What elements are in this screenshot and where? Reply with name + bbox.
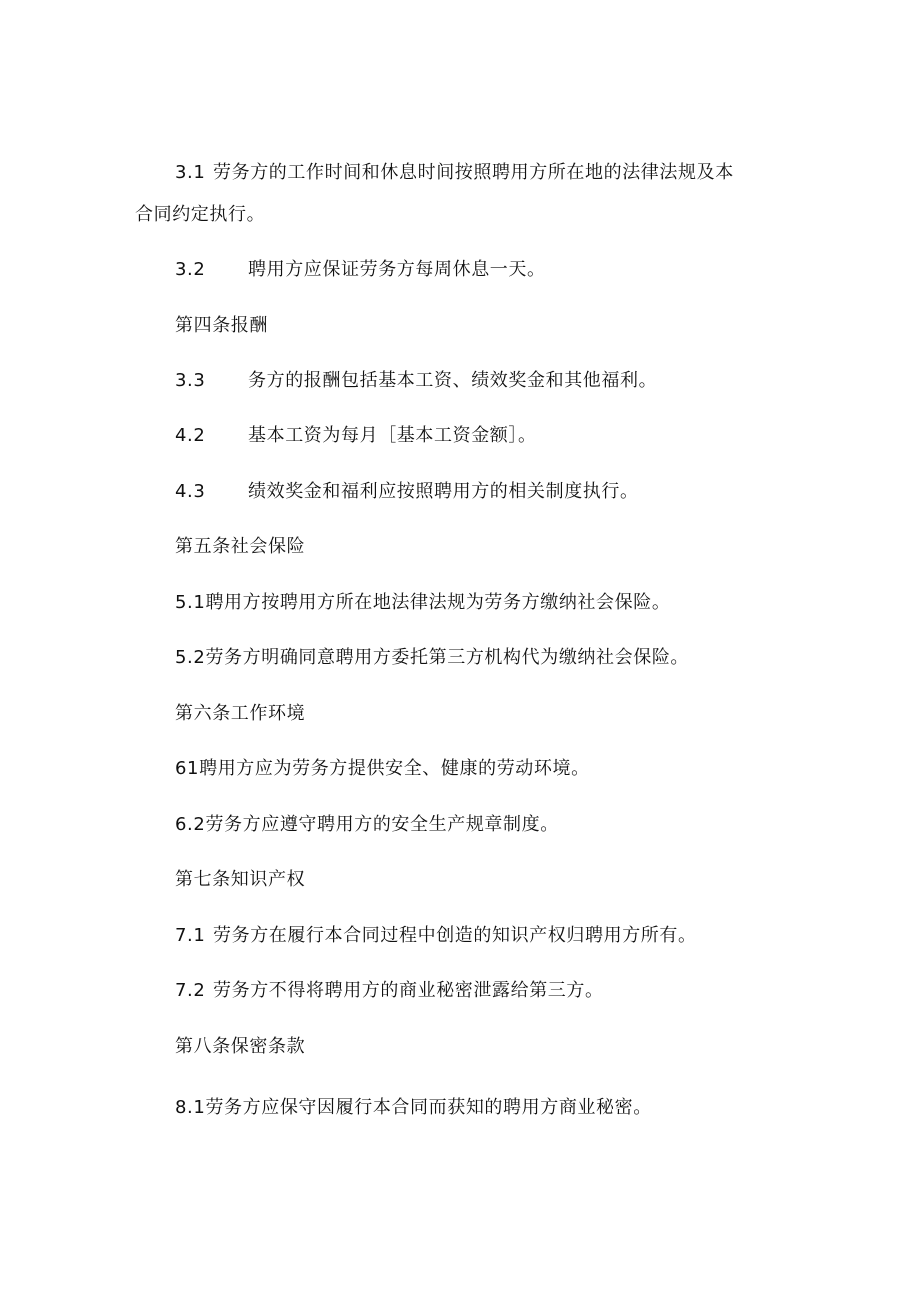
clause-7-1 (175, 924, 697, 948)
section-heading-7 (175, 868, 305, 892)
section-heading-5 (175, 535, 305, 559)
section-heading-6 (175, 702, 305, 726)
section-title: 第七条知识产权 (175, 869, 306, 890)
section-heading-4 (175, 314, 268, 338)
clause-number: 5.2 (175, 647, 206, 668)
clause-number: 7.2 (175, 980, 206, 1001)
clause-text: 劳务方应遵守聘用方的安全生产规章制度。 (205, 814, 559, 835)
clause-text: 聘用方应为劳务方提供安全、健康的劳动环境。 (199, 758, 590, 779)
clause-3-1-continuation (135, 203, 265, 227)
clause-number: 4.3 (175, 481, 206, 502)
clause-8-1 (175, 1096, 652, 1120)
clause-number: 4.2 (175, 425, 206, 446)
clause-text: 聘用方按聘用方所在地法律法规为劳务方缴纳社会保险。 (205, 592, 671, 613)
clause-number: 3.3 (175, 370, 206, 391)
clause-number: 8.1 (175, 1097, 206, 1118)
clause-text: 劳务方明确同意聘用方委托第三方机构代为缴纳社会保险。 (205, 647, 690, 668)
section-heading-8 (175, 1035, 305, 1059)
clause-text: 基本工资为每月［基本工资金额］。 (248, 425, 537, 446)
clause-text: 绩效奖金和福利应按照聘用方的相关制度执行。 (248, 481, 639, 502)
clause-number: 7.1 (175, 925, 206, 946)
clause-7-2 (175, 979, 604, 1003)
clause-text: 务方的报酬包括基本工资、绩效奖金和其他福利。 (248, 370, 658, 391)
clause-number: 5.1 (175, 592, 206, 613)
clause-3-1 (175, 161, 734, 185)
clause-text: 劳务方的工作时间和休息时间按照聘用方所在地的法律法规及本 (213, 162, 734, 183)
clause-text: 劳务方不得将聘用方的商业秘密泄露给第三方。 (213, 980, 604, 1001)
clause-number: 6.2 (175, 814, 206, 835)
clause-5-2 (175, 646, 689, 670)
clause-5-1 (175, 591, 670, 615)
clause-6-1 (175, 757, 590, 781)
section-title: 第六条工作环境 (175, 703, 306, 724)
clause-text: 聘用方应保证劳务方每周休息一天。 (248, 259, 546, 280)
clause-number: 61 (175, 758, 200, 779)
clause-number: 3.2 (175, 259, 206, 280)
clause-6-2 (175, 813, 559, 837)
clause-number: 3.1 (175, 162, 206, 183)
clause-text: 劳务方应保守因履行本合同而获知的聘用方商业秘密。 (205, 1097, 652, 1118)
section-title: 第八条保密条款 (175, 1036, 306, 1057)
section-title: 第四条报酬 (175, 315, 268, 336)
clause-4-2 (175, 424, 537, 448)
clause-4-3 (175, 480, 639, 504)
clause-3-3 (175, 369, 657, 393)
clause-3-2 (175, 258, 546, 282)
clause-text: 劳务方在履行本合同过程中创造的知识产权归聘用方所有。 (213, 925, 697, 946)
section-title: 第五条社会保险 (175, 536, 306, 557)
clause-text: 合同约定执行。 (135, 204, 266, 225)
